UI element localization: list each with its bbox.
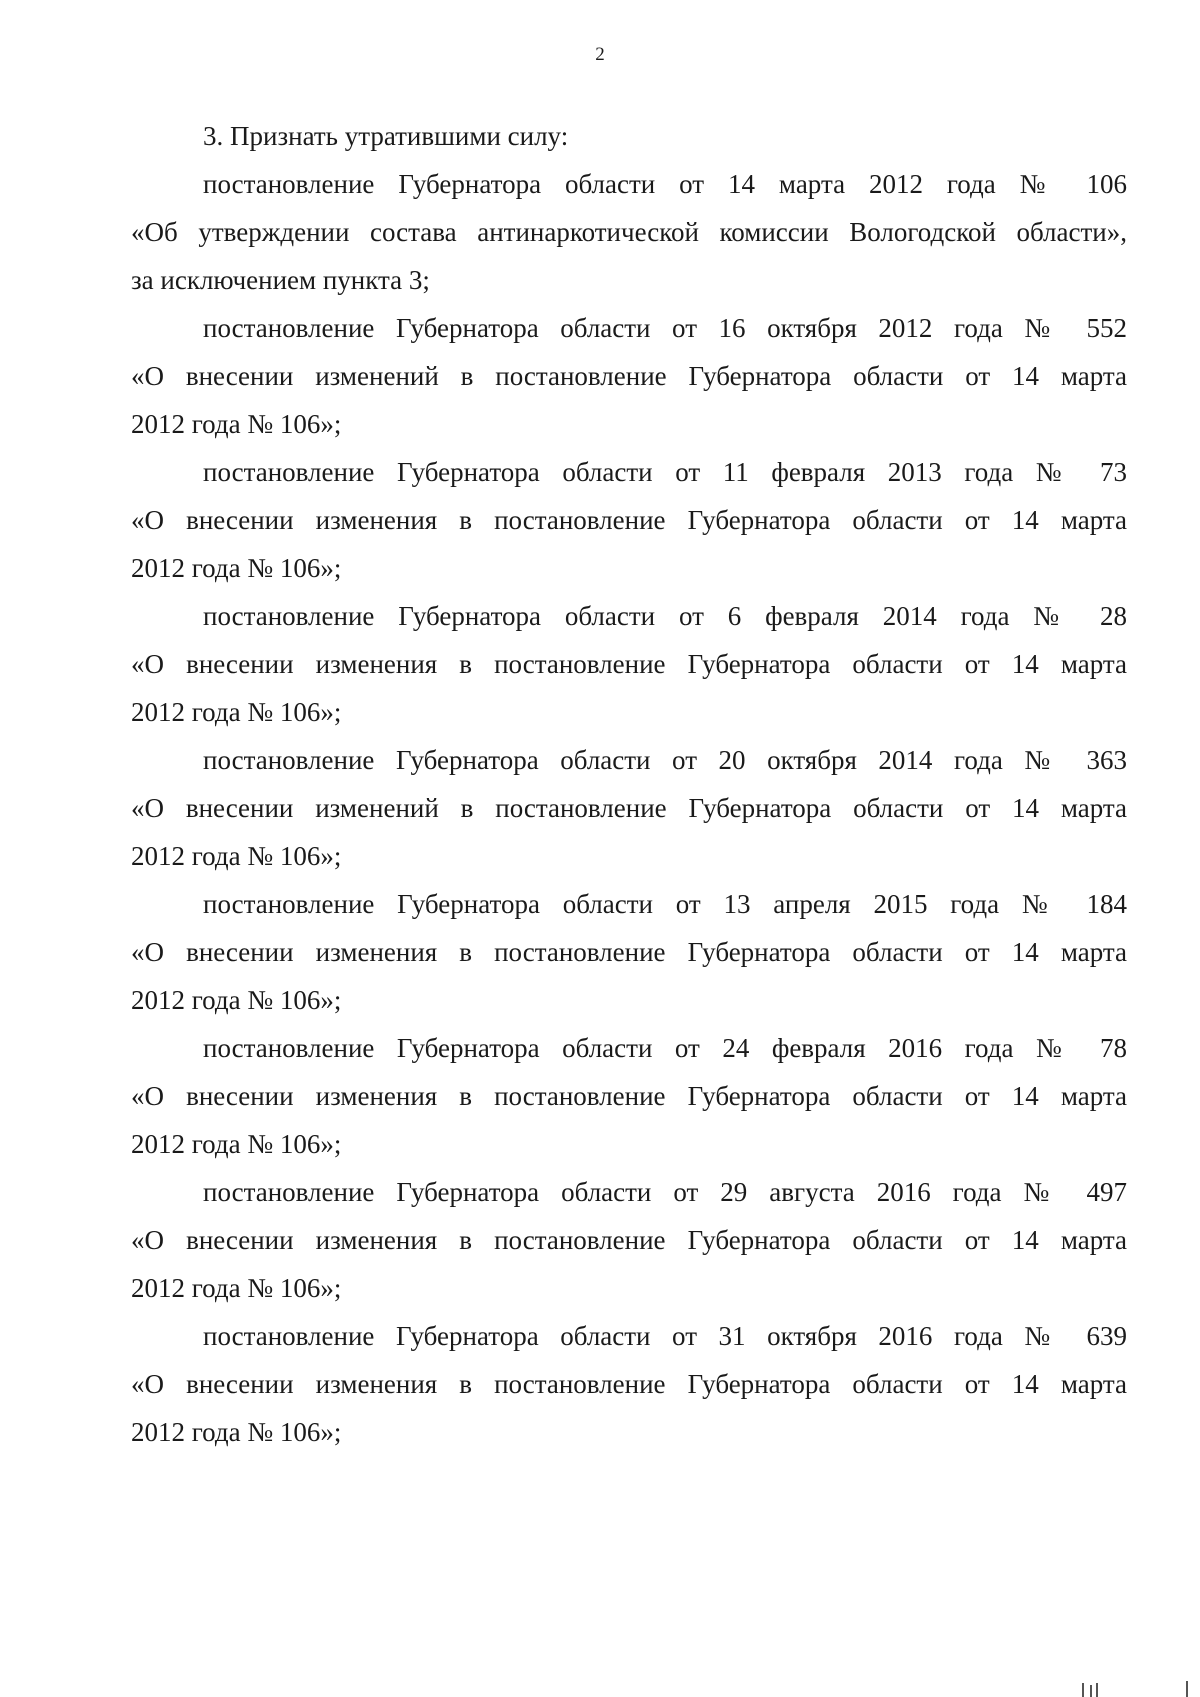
item-line-2: «О внесении изменения в постановление Губернатора области от 14 марта bbox=[131, 505, 1127, 535]
item-line-1: постановление Губернатора области от 13 апреля 2015 года № 184 bbox=[203, 889, 1127, 919]
item-line-1: постановление Губернатора области от 29 августа 2016 года № 497 bbox=[203, 1177, 1127, 1207]
page-number: 2 bbox=[595, 44, 605, 65]
item-line-1: постановление Губернатора области от 14 марта 2012 года № 106 bbox=[203, 169, 1127, 199]
item-line-2: «О внесении изменений в постановление Губернатора области от 14 марта bbox=[131, 361, 1127, 391]
document-body bbox=[131, 112, 1127, 1456]
list-item bbox=[131, 160, 1127, 304]
item-line-3: 2012 года № 106»; bbox=[131, 1417, 342, 1447]
item-line-2: «О внесении изменений в постановление Губернатора области от 14 марта bbox=[131, 793, 1127, 823]
list-item bbox=[131, 1024, 1127, 1168]
item-line-3: 2012 года № 106»; bbox=[131, 697, 342, 727]
item-line-3: 2012 года № 106»; bbox=[131, 1129, 342, 1159]
item-line-3: 2012 года № 106»; bbox=[131, 985, 342, 1015]
item-line-3: за исключением пункта 3; bbox=[131, 265, 430, 295]
item-line-1: постановление Губернатора области от 20 октября 2014 года № 363 bbox=[203, 745, 1127, 775]
list-item bbox=[131, 880, 1127, 1024]
list-item bbox=[131, 448, 1127, 592]
item-line-1: постановление Губернатора области от 31 октября 2016 года № 639 bbox=[203, 1321, 1127, 1351]
list-item bbox=[131, 304, 1127, 448]
item-line-2: «О внесении изменения в постановление Губернатора области от 14 марта bbox=[131, 1369, 1127, 1399]
item-line-2: «О внесении изменения в постановление Губернатора области от 14 марта bbox=[131, 649, 1127, 679]
scan-artifact bbox=[1186, 1681, 1188, 1697]
item-line-3: 2012 года № 106»; bbox=[131, 553, 342, 583]
scan-artifact bbox=[1082, 1683, 1084, 1697]
item-line-1: постановление Губернатора области от 11 февраля 2013 года № 73 bbox=[203, 457, 1127, 487]
item-line-3: 2012 года № 106»; bbox=[131, 409, 342, 439]
list-item bbox=[131, 736, 1127, 880]
item-line-1: постановление Губернатора области от 16 октября 2012 года № 552 bbox=[203, 313, 1127, 343]
item-line-2: «Об утверждении состава антинаркотической комиссии Вологодской области», bbox=[131, 217, 1127, 247]
item-line-3: 2012 года № 106»; bbox=[131, 841, 342, 871]
scan-artifact bbox=[1090, 1685, 1092, 1697]
section-heading: 3. Признать утратившими силу: bbox=[203, 121, 569, 151]
item-line-2: «О внесении изменения в постановление Губернатора области от 14 марта bbox=[131, 937, 1127, 967]
list-item bbox=[131, 592, 1127, 736]
item-line-3: 2012 года № 106»; bbox=[131, 1273, 342, 1303]
item-line-1: постановление Губернатора области от 6 февраля 2014 года № 28 bbox=[203, 601, 1127, 631]
list-item bbox=[131, 1312, 1127, 1456]
item-line-1: постановление Губернатора области от 24 февраля 2016 года № 78 bbox=[203, 1033, 1127, 1063]
list-item bbox=[131, 1168, 1127, 1312]
item-line-2: «О внесении изменения в постановление Губернатора области от 14 марта bbox=[131, 1081, 1127, 1111]
scan-artifact bbox=[1096, 1683, 1098, 1697]
item-line-2: «О внесении изменения в постановление Губернатора области от 14 марта bbox=[131, 1225, 1127, 1255]
